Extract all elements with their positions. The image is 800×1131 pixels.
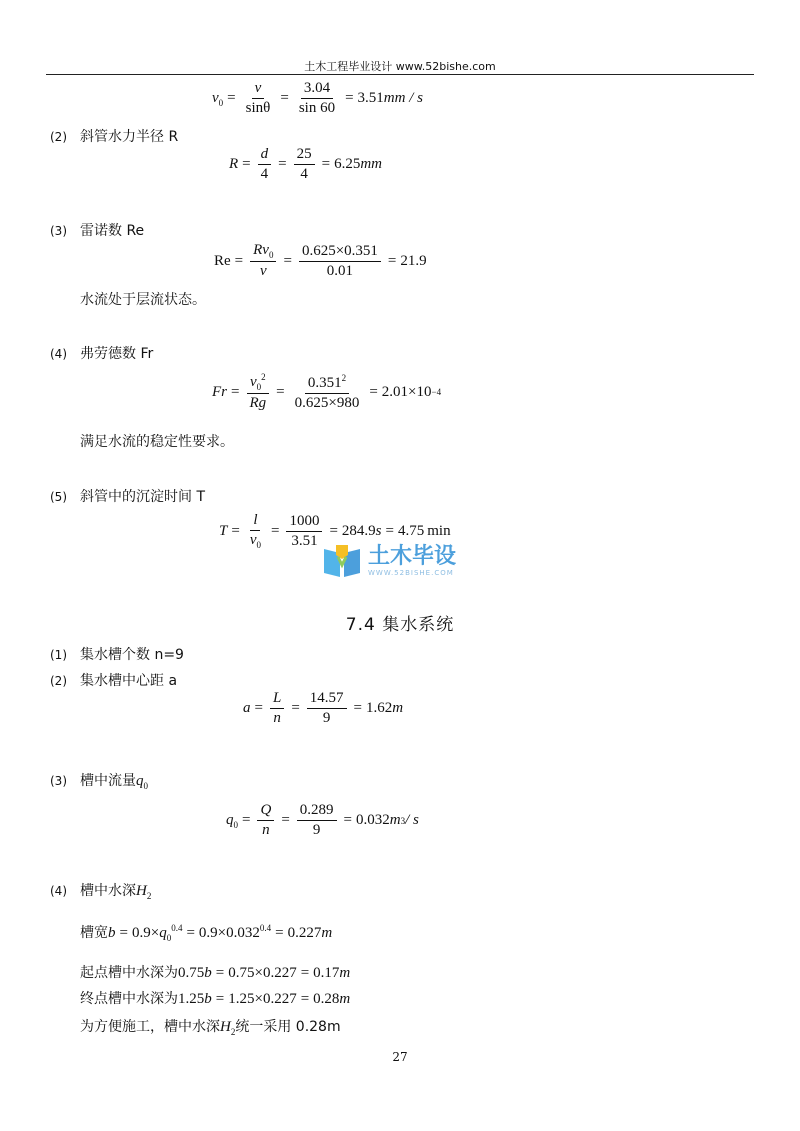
page-header: 土木工程毕业设计 www.52bishe.com — [304, 60, 496, 73]
stability-note: 满足水流的稳定性要求。 — [80, 434, 234, 450]
formula-T: T = $\frac{l}{v_0}$ = $\frac{1000}{3.51}$ = 284.9 s = 4.75 min — [219, 512, 451, 550]
watermark-title: 土木毕设 — [368, 544, 457, 569]
item-froude: (4) 弗劳德数 Fr — [50, 346, 154, 362]
formula-a: a = $\frac{L}{n}$ = $\frac{14.57}{9}$ = 1.62 m — [243, 690, 404, 726]
item-trough-depth: (4) 槽中水深$H_2$ — [50, 883, 152, 901]
formula-R: R = $\frac{d}{4}$ = $\frac{25}{4}$ = 6.25 mm — [229, 146, 382, 182]
item-trough-flow: (3) 槽中流量$q_0$ — [50, 773, 148, 791]
formula-v0: $v_0$ = $\frac{v}{\sin\theta}$ = $\frac{3.04}{\sin 60}$ = 3.51 mm / s — [212, 80, 423, 116]
laminar-note: 水流处于层流状态。 — [80, 292, 206, 308]
final-depth-line: 为方便施工，槽中水深$H_2$统一采用 0.28m — [80, 1019, 341, 1037]
formula-q0: $q_0$ = $\frac{Q}{n}$ = $\frac{0.289}{9}$ = 0.032 m 3 / s — [226, 802, 419, 838]
item-settling-time: (5) 斜管中的沉淀时间 T — [50, 489, 206, 505]
trough-width-line: 槽宽$b = 0.9\times q_0^{0.4} = 0.9\times 0.032^{0.4} = 0.227m$ — [80, 923, 333, 943]
item-hydraulic-radius: (2) 斜管水力半径 R — [50, 129, 179, 145]
item-reynolds: (3) 雷诺数 Re — [50, 223, 145, 239]
item-trough-count: (1) 集水槽个数 n=9 — [50, 647, 184, 663]
item-trough-spacing: (2) 集水槽中心距 a — [50, 673, 178, 689]
start-depth-line: 起点槽中水深为0.75b = 0.75×0.227 = 0.17m — [80, 965, 351, 981]
formula-Re: Re = $\frac{Rv_0}{\nu}$ = $\frac{0.625\times 0.351}{0.01}$ = 21.9 — [214, 242, 427, 279]
end-depth-line: 终点槽中水深为1.25b = 1.25×0.227 = 0.28m — [80, 991, 351, 1007]
watermark-url: WWW.52BISHE.COM — [368, 569, 454, 577]
watermark-logo — [322, 543, 456, 579]
formula-Fr: Fr = $\frac{v_0^2}{Rg}$ = $\frac{0.351^2}{0.625\times 980}$ = 2.01×10 −4 — [212, 372, 442, 411]
section-title: 7.4 集水系统 — [345, 615, 455, 635]
header-rule — [46, 74, 754, 75]
page-number: 27 — [392, 1050, 408, 1064]
book-logo-icon — [322, 543, 362, 579]
